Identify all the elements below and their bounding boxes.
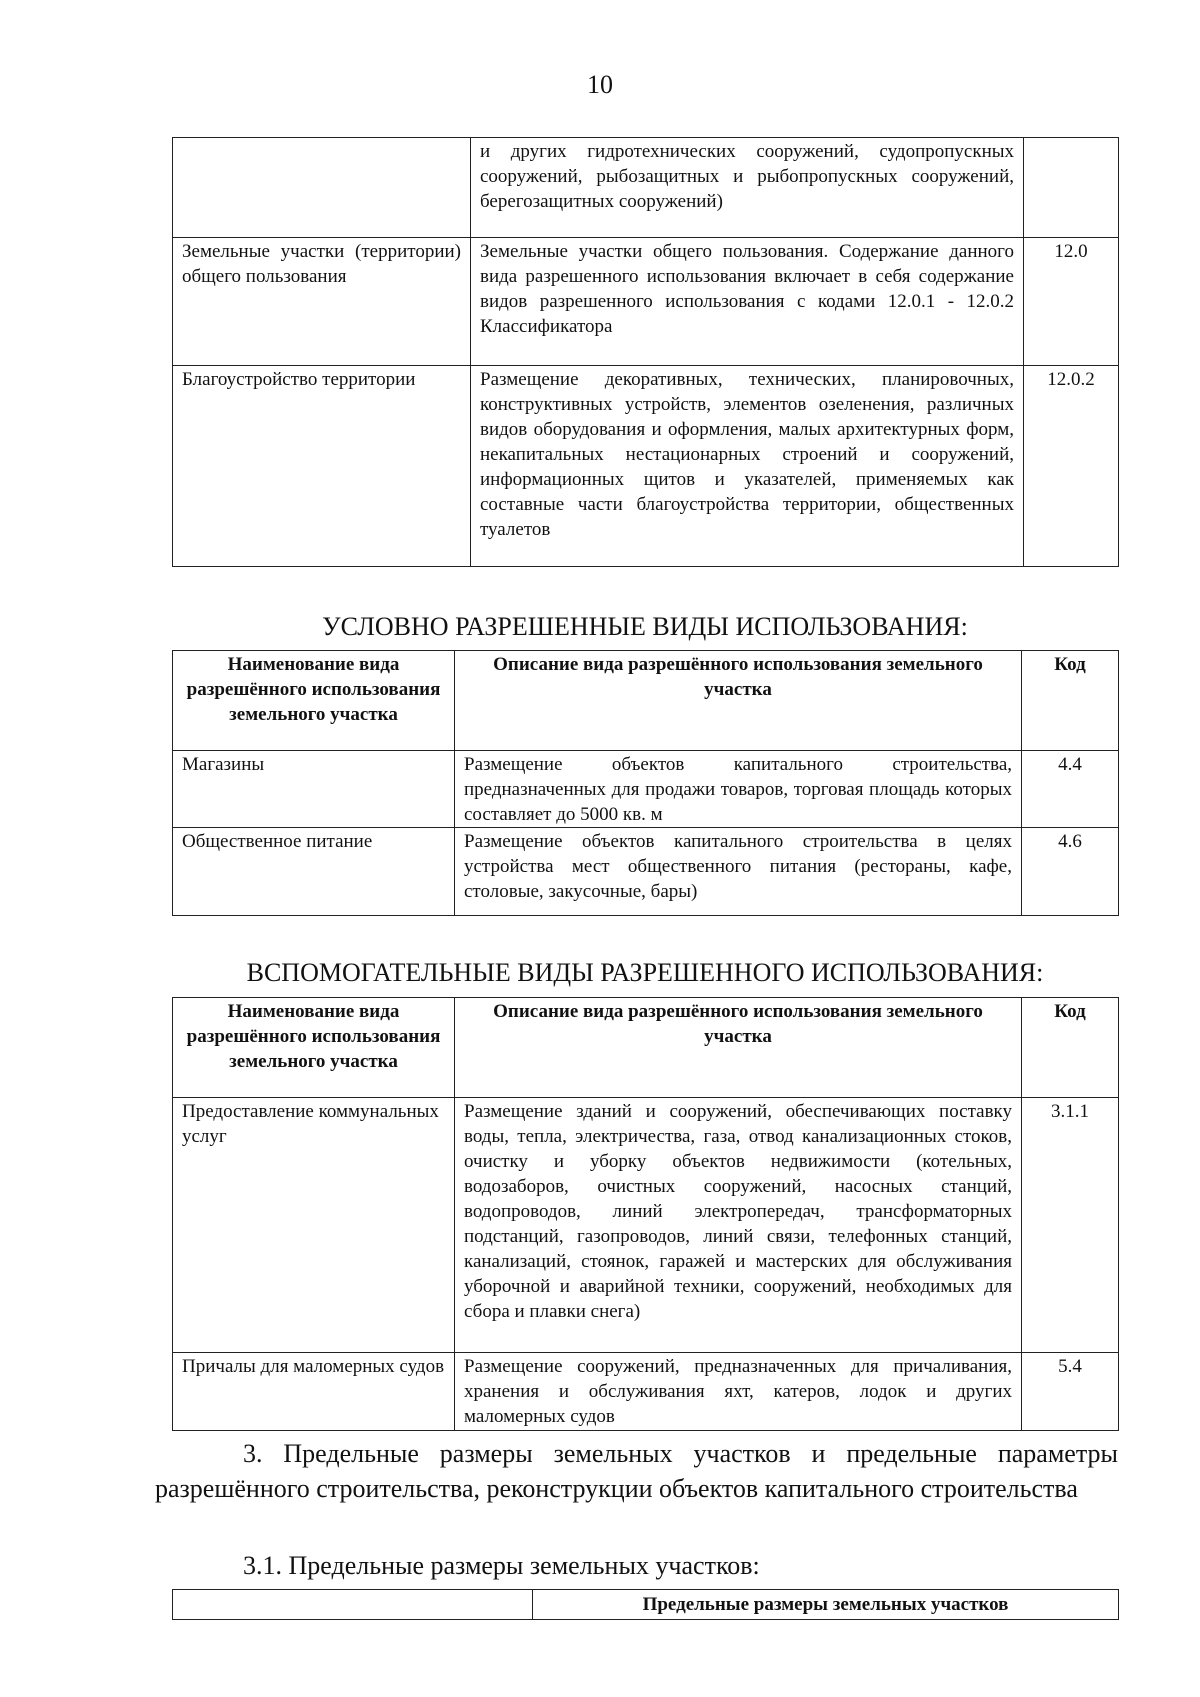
use-code-cell: 12.0.2 <box>1024 366 1119 567</box>
use-name-cell: Земельные участки (территории) общего пользования <box>173 238 471 366</box>
table-row <box>173 238 1119 366</box>
use-name-cell: Благоустройство территории <box>173 366 471 567</box>
use-description-cell: и других гидротехнических сооружений, судопропускных сооружений, рыбозащитных и рыбопропускных сооружений, берегозащитных сооружений) <box>471 138 1024 238</box>
use-description-cell: Размещение объектов капитального строительства в целях устройства мест общественного питания (рестораны, кафе, столовые, закусочные, бары) <box>455 828 1022 916</box>
use-description-cell: Размещение зданий и сооружений, обеспечивающих поставку воды, тепла, электричества, газа, отвод канализационных стоков, очистку и уборку объектов недвижимости (котельных, водозаборов, очистных сооружений, насосных станций, водопроводов, линий электропередач, трансформаторных подстанций, газопроводов, линий связи, телефонных станций, канализаций, стоянок, гаражей и мастерских для обслуживания уборочной и аварийной техники, сооружений, необходимых для сбора и плавки снега) <box>455 1098 1022 1353</box>
table-header-row <box>173 998 1119 1098</box>
use-description-cell: Размещение сооружений, предназначенных для причаливания, хранения и обслуживания яхт, катеров, лодок и других маломерных судов <box>455 1353 1022 1431</box>
use-description-cell: Размещение декоративных, технических, планировочных, конструктивных устройств, элементов озеленения, различных видов оборудования и оформления, малых архитектурных форм, некапитальных нестационарных строений и сооружений, информационных щитов и указателей, применяемых как составные части благоустройства территории, общественных туалетов <box>471 366 1024 567</box>
header-name: Наименование вида разрешённого использования земельного участка <box>173 651 455 751</box>
conditional-uses-title: УСЛОВНО РАЗРЕШЕННЫЕ ВИДЫ ИСПОЛЬЗОВАНИЯ: <box>322 612 968 641</box>
plot-size-table <box>172 1589 1119 1620</box>
header-code: Код <box>1022 651 1119 751</box>
use-description-cell: Земельные участки общего пользования. Содержание данного вида разрешенного использования включает в себя содержание видов разрешенного использования с кодами 12.0.1 - 12.0.2 Классификатора <box>471 238 1024 366</box>
table-row <box>173 1098 1119 1353</box>
use-code-cell: 3.1.1 <box>1022 1098 1119 1353</box>
use-code-cell <box>1024 138 1119 238</box>
use-code-cell: 5.4 <box>1022 1353 1119 1431</box>
table-row <box>173 138 1119 238</box>
table-row <box>173 751 1119 828</box>
header-name: Наименование вида разрешённого использования земельного участка <box>173 998 455 1098</box>
header-code: Код <box>1022 998 1119 1098</box>
plot-size-header: Предельные размеры земельных участков <box>533 1590 1119 1620</box>
use-code-cell: 4.4 <box>1022 751 1119 828</box>
use-name-cell <box>173 138 471 238</box>
use-name-cell: Магазины <box>173 751 455 828</box>
section-3-heading: 3. Предельные размеры земельных участков и предельные параметры разрешённого строительства, реконструкции объектов капитального строительства <box>155 1439 1118 1503</box>
table-row <box>173 1353 1119 1431</box>
table-row <box>173 828 1119 916</box>
conditional-uses-table <box>172 650 1119 916</box>
page-number: 10 <box>587 70 613 99</box>
use-name-cell: Общественное питание <box>173 828 455 916</box>
auxiliary-uses-title: ВСПОМОГАТЕЛЬНЫЕ ВИДЫ РАЗРЕШЕННОГО ИСПОЛЬЗОВАНИЯ: <box>246 958 1044 987</box>
auxiliary-uses-table <box>172 997 1119 1431</box>
table-row <box>173 366 1119 567</box>
main-uses-table <box>172 137 1119 567</box>
header-description: Описание вида разрешённого использования земельного участка <box>455 998 1022 1098</box>
use-name-cell: Причалы для маломерных судов <box>173 1353 455 1431</box>
use-description-cell: Размещение объектов капитального строительства, предназначенных для продажи товаров, торговая площадь которых составляет до 5000 кв. м <box>455 751 1022 828</box>
use-code-cell: 12.0 <box>1024 238 1119 366</box>
section-3-1-heading: 3.1. Предельные размеры земельных участков: <box>243 1551 760 1580</box>
table-header-row <box>173 1590 1119 1620</box>
use-code-cell: 4.6 <box>1022 828 1119 916</box>
empty-header-cell <box>173 1590 533 1620</box>
header-description: Описание вида разрешённого использования земельного участка <box>455 651 1022 751</box>
use-name-cell: Предоставление коммунальных услуг <box>173 1098 455 1353</box>
table-header-row <box>173 651 1119 751</box>
